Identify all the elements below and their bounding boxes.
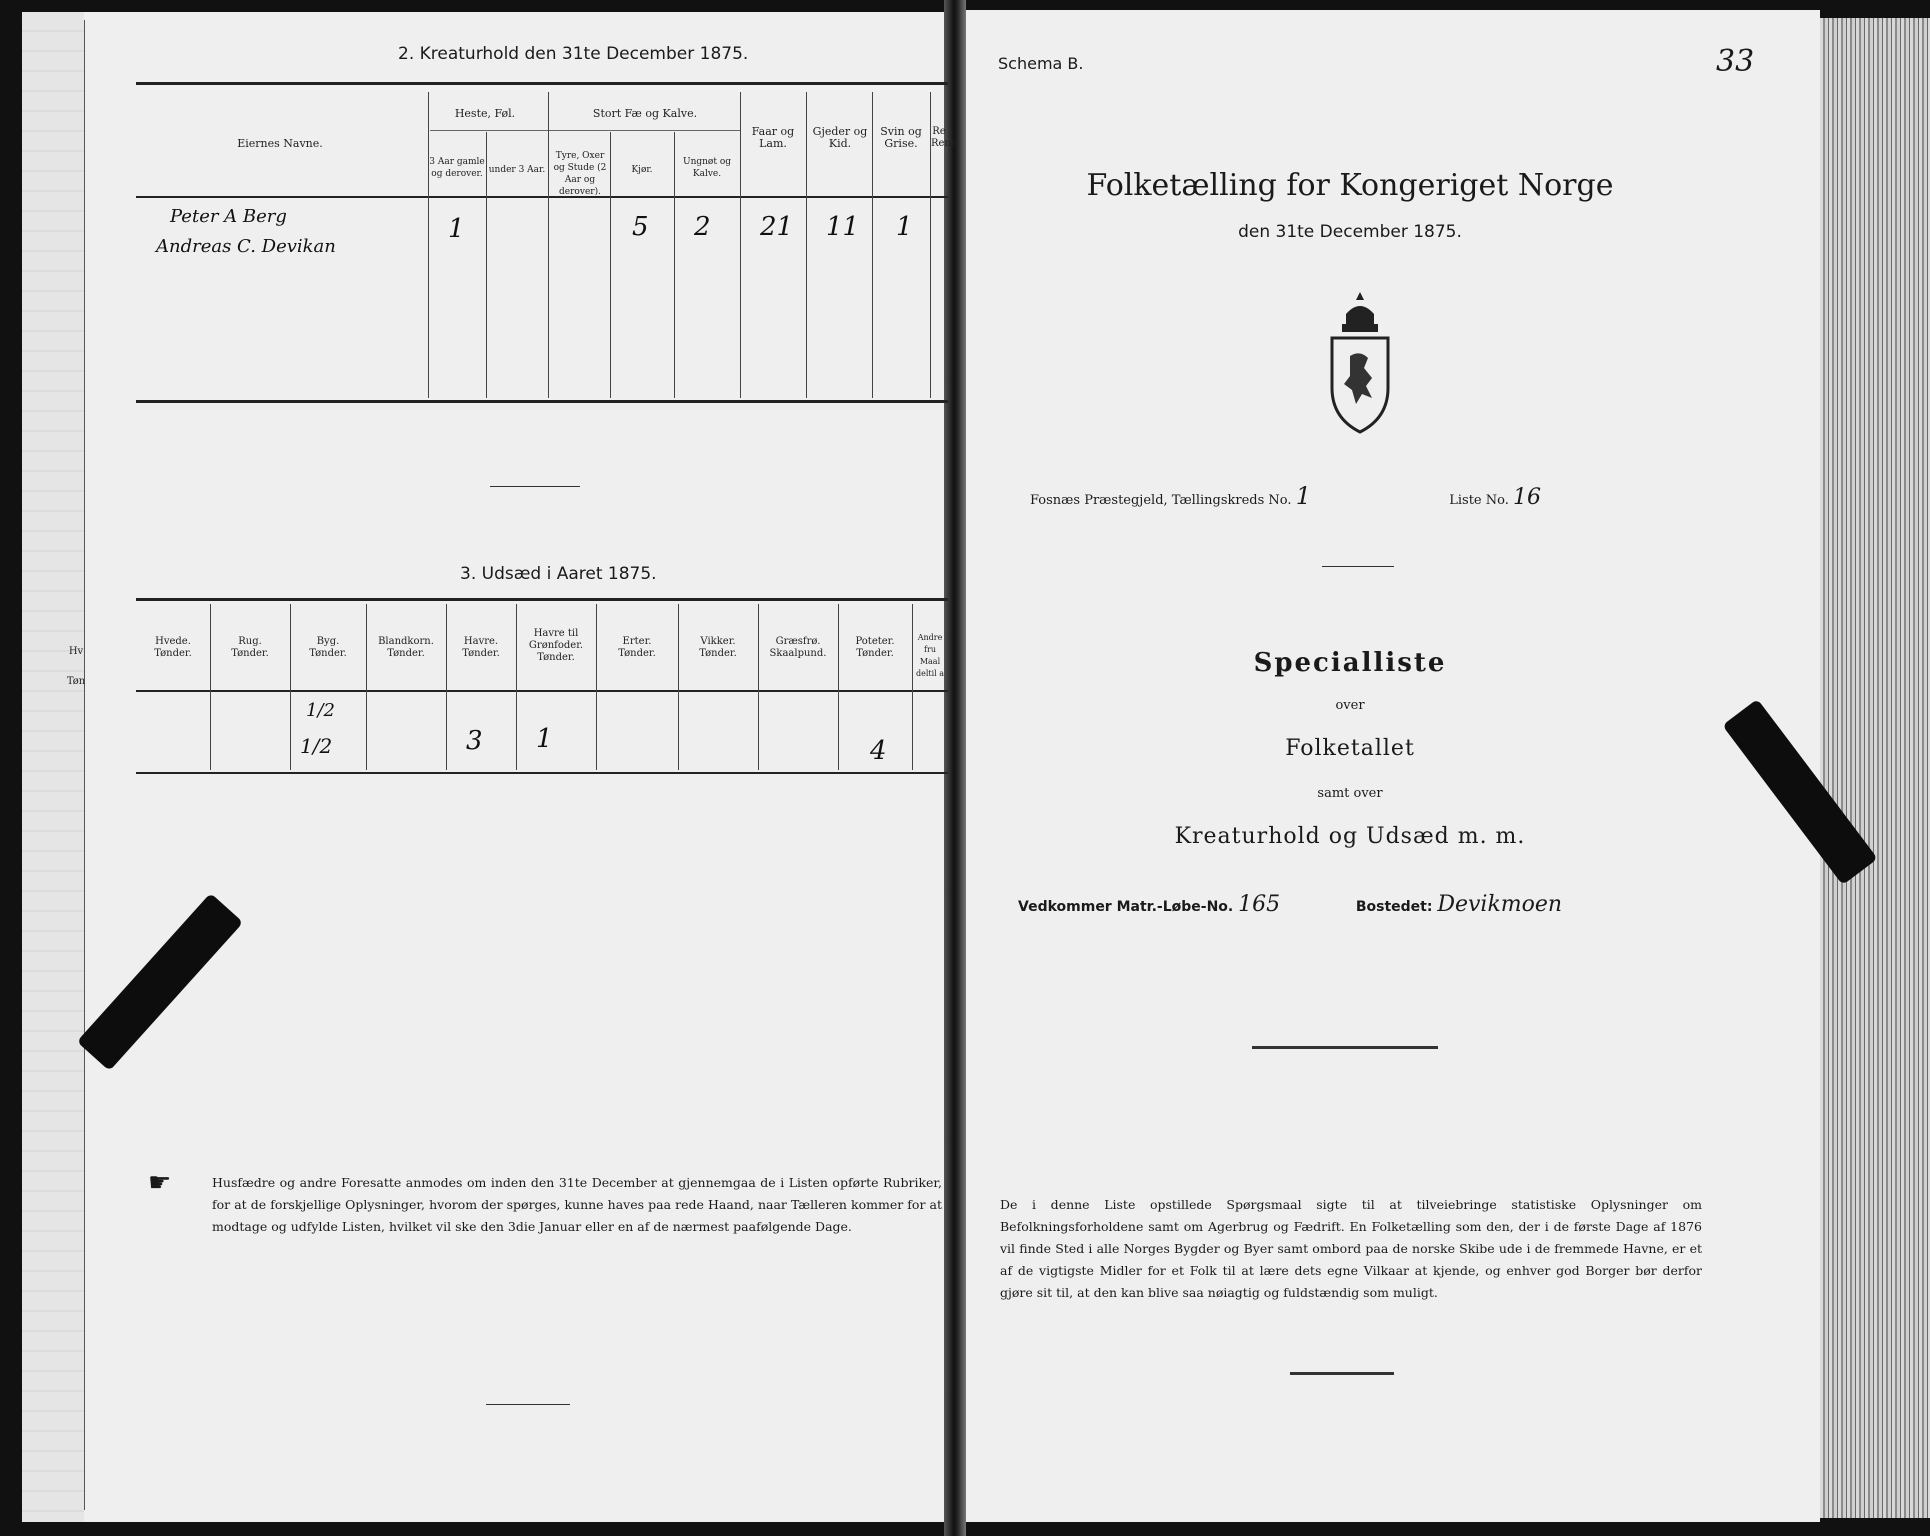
matr-number: 165 [1238,892,1281,917]
header-heste-3aar: 3 Aar gamle og derover. [429,157,485,179]
owner-name-1: Peter A Berg [170,206,287,227]
prestegjeld-label: Præstegjeld, [1084,493,1168,508]
header-havre-name: Havre. [463,636,499,647]
header-svin: Svin og Grise. [880,125,922,150]
header-vikker [678,636,758,660]
header-andre-unit: Maal deltil a [915,657,945,678]
header-blandkorn-name: Blandkorn. [378,636,434,647]
value-ungnot: 2 [694,212,711,242]
col-line [210,604,211,770]
sub-rule [430,130,550,131]
schema-label: Schema B. [998,54,1084,73]
separator [486,1404,570,1405]
separator [1322,566,1394,567]
header-poteter-unit: Tønder. [856,648,894,659]
date-line: den 31te December 1875. [1238,222,1462,242]
samt-over-label: samt over [1317,786,1383,801]
bosted-value: Devikmoen [1437,892,1563,917]
col-line [740,92,741,398]
col-line [548,92,549,398]
value-svin: 1 [896,212,913,242]
header-havre-gron-name: Havre til Grønfoder. [528,628,584,651]
bosted-label: Bostedet: [1355,899,1433,915]
section2-title: 2. Kreaturhold den 31te December 1875. [398,44,749,64]
header-hvede-name: Hvede. [155,636,191,647]
value-havre-gronfoder: 1 [536,724,553,754]
header-hvede-unit: Tønder. [154,648,192,659]
margin-ton: Tøn [66,676,86,687]
separator [1290,1372,1394,1375]
section3-title: 3. Udsæd i Aaret 1875. [460,564,657,584]
value-gjeder: 11 [826,212,860,242]
header-hvede [136,636,210,660]
header-rug-unit: Tønder. [231,648,269,659]
sub-rule [550,130,740,131]
explanation-paragraph: De i denne Liste opstillede Spørgsmaal sigte til at tilveiebringe statistiske Oplysninger om Befolkningsforholdene samt om Agerbrug og Fædrift. En Folketælling som den, der i de første Dage af 1876 vil finde Sted i alle Norges Bygder og Byer samt ombord paa de norske Skibe ude i de fremmede Havne, er et af de vigtigste Midler for et Folk til at lære dets egne Vilkaar at kjende, og enhver god Borger bør derfor gjøre sit til, at den kan blive saa nøiagtig og fuldstændig som muligt. [1000,1197,1702,1300]
header-tyre: Tyre, Oxer og Stude (2 Aar og derover). [553,151,607,197]
liste-number: 16 [1513,485,1542,510]
page-edges [1820,18,1930,1518]
header-stort-fae: Stort Fæ og Kalve. [592,107,698,120]
header-havre-gron-unit: Tønder. [537,652,575,663]
krets-number: 1 [1295,482,1311,510]
header-andre [912,632,948,680]
header-poteter-name: Poteter. [855,636,895,647]
header-vikker-unit: Tønder. [699,648,737,659]
header-byg-name: Byg. [316,636,340,647]
header-blandkorn-unit: Tønder. [387,648,425,659]
over-label: over [1335,698,1365,713]
header-rug [210,636,290,660]
header-erter [596,636,678,660]
prestegjeld: Fosnæs [1030,493,1081,508]
header-graesfro-unit: Skaalpund. [769,648,827,659]
header-vikker-name: Vikker. [700,636,736,647]
kreaturhold-title: Kreaturhold og Udsæd m. m. [1174,824,1526,849]
value-kjor: 5 [632,212,649,242]
folketallet-title: Folketallet [1285,736,1415,761]
col-line [758,604,759,770]
header-heste: Heste, Føl. [454,107,516,120]
header-erter-unit: Tønder. [618,648,656,659]
table-bottom-rule [136,400,948,403]
krets-label: Tællingskreds No. [1171,493,1292,508]
header-gjeder: Gjeder og Kid. [812,125,868,150]
table-header-rule [136,196,948,198]
col-line [610,132,611,398]
col-line [290,604,291,770]
table-top-rule [136,82,948,85]
matrikkel-line [1018,892,1562,917]
col-line [428,92,429,398]
header-rug-name: Rug. [238,636,262,647]
col-line [806,92,807,398]
notice-text: Husfædre og andre Foresatte anmodes om inden den 31te December at gjennemgaa de i Listen opførte Rubriker, for at de forskjellige Oplysninger, hvorom der spørges, kunne haves paa rede Haand, naar Tælleren kommer for at modtage og udfylde Listen, hvilket vil ske den 3die Januar eller en af de nærmest paafølgende Dage. [212,1175,942,1234]
col-line [446,604,447,770]
header-blandkorn [366,636,446,660]
header-erter-name: Erter. [622,636,652,647]
header-byg-unit: Tønder. [309,648,347,659]
header-graesfro-name: Græsfrø. [775,636,821,647]
header-poteter [838,636,912,660]
margin-hv: Hv [68,646,84,657]
separator [1252,1046,1438,1049]
value-heste: 1 [448,214,465,244]
liste-label: Liste No. [1449,493,1509,508]
table-top-rule [136,598,948,601]
pointing-hand-icon: ☛ [148,1168,172,1198]
header-andre-name: Andre fru [917,633,943,654]
header-havre [446,636,516,660]
header-kjor: Kjør. [631,165,653,175]
main-title: Folketælling for Kongeriget Norge [1086,168,1614,203]
header-byg [290,636,366,660]
header-partial: Re Rens [931,126,957,149]
location-line [1030,482,1541,510]
table-bottom-rule [136,772,948,774]
table-header-rule [136,690,948,692]
book-gutter [944,0,966,1536]
previous-page-margin [22,12,84,1522]
col-line [596,604,597,770]
header-havre-unit: Tønder. [462,648,500,659]
page-number: 33 [1716,44,1755,79]
header-heste-under3: under 3 Aar. [488,165,546,175]
header-graesfro [758,636,838,660]
specialliste-title: Specialliste [1253,648,1447,678]
col-line [674,132,675,398]
margin-rule [84,20,85,1510]
col-line [366,604,367,770]
matr-label: Vedkommer Matr.-Løbe-No. [1018,899,1234,915]
value-byg-top: 1/2 [306,700,335,721]
col-line [838,604,839,770]
header-faar: Faar og Lam. [751,125,795,150]
header-owner: Eiernes Navne. [237,137,323,150]
separator [490,486,580,487]
value-havre: 3 [466,726,483,756]
value-poteter: 4 [870,736,887,766]
header-havre-gronfoder [516,628,596,664]
owner-name-2: Andreas C. Devikan [156,236,336,257]
norwegian-coat-of-arms-icon [1318,290,1402,440]
value-byg: 1/2 [300,734,333,758]
col-line [678,604,679,770]
value-faar: 21 [760,212,794,242]
col-line [912,604,913,770]
header-ungnot: Ungnøt og Kalve. [682,157,731,179]
